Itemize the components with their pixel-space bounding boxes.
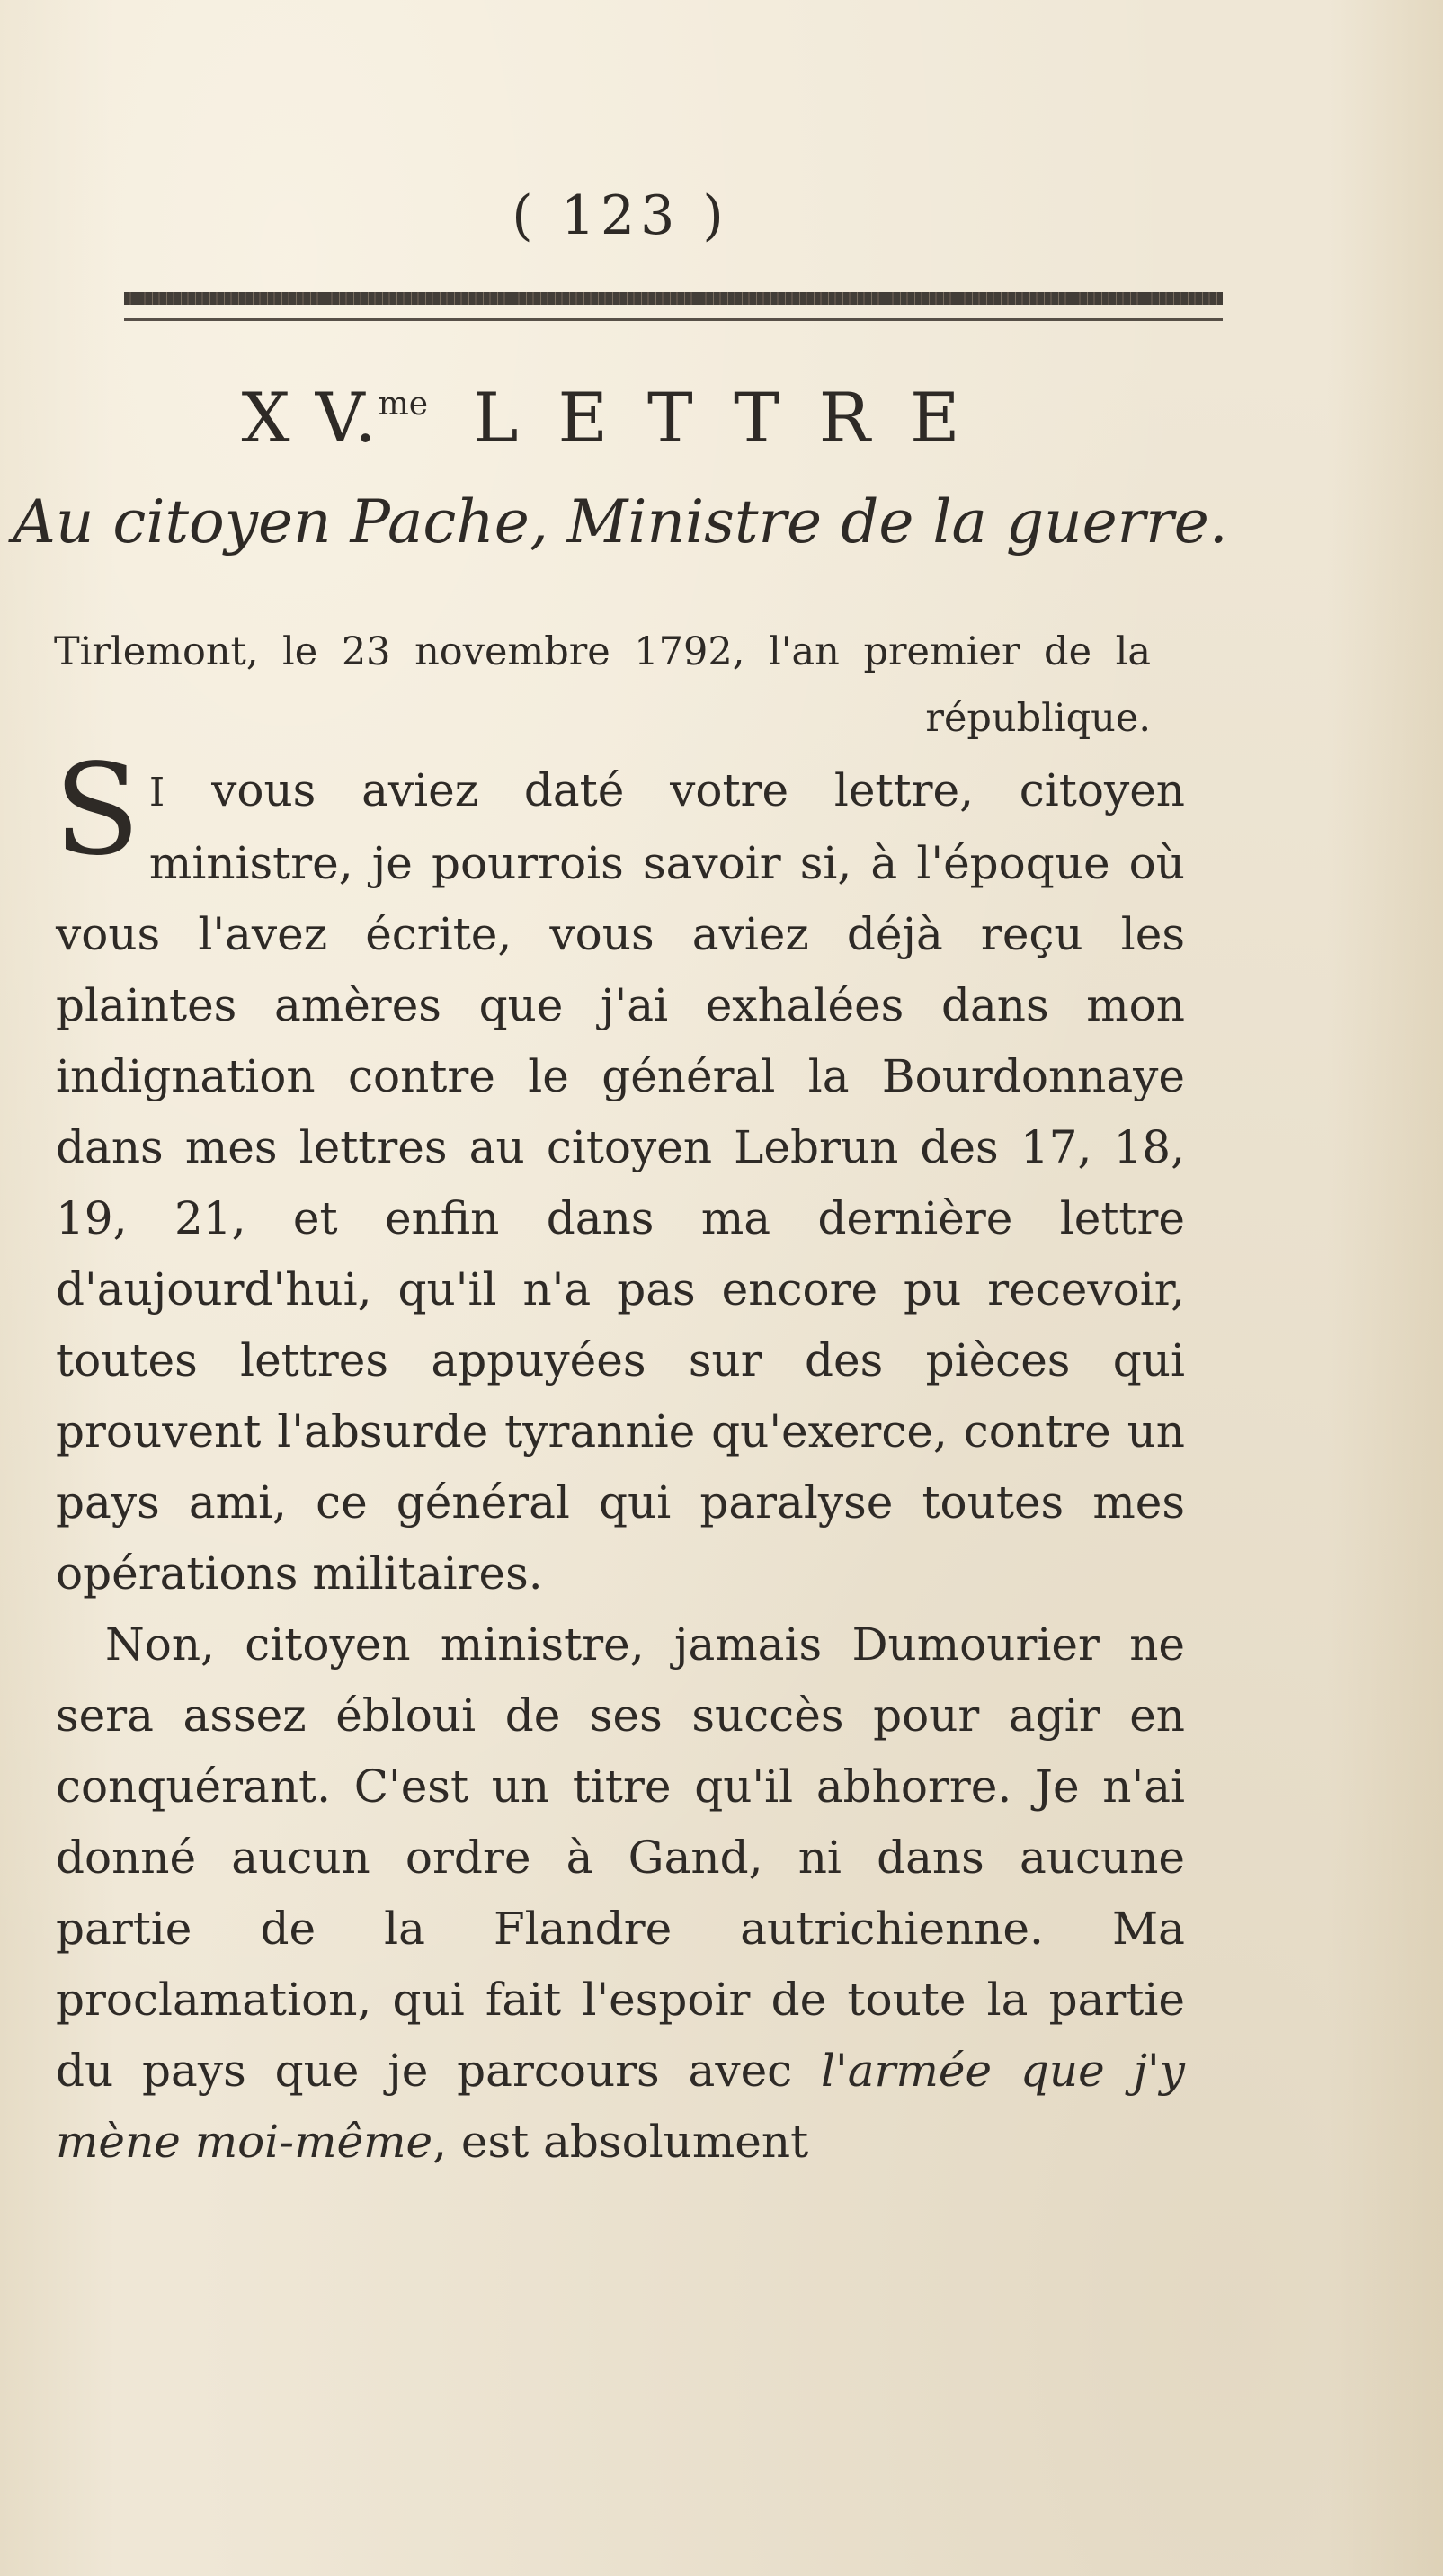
drop-cap: S xyxy=(54,737,140,884)
paragraph-second-tail: , est absolument xyxy=(432,2116,809,2168)
letter-body xyxy=(54,737,1185,2178)
letter-word: LETTRE xyxy=(473,378,1000,458)
paragraph-first-text: vous aviez daté votre lettre, citoyen ministre, je pourrois savoir si, à l'époque où vous l'avez écrite, vous aviez déjà reçu les plaintes amères que j'ai exhalées dans mon indignation contre le général la Bourdonnaye dans mes lettres au citoyen Lebrun des 17, 18, 19, 21, et enfin dans ma dernière lettre d'aujourd'hui, qu'il n'a pas encore pu recevoir, toutes lettres appuyées sur des pièces qui prouvent l'absurde tyrannie qu'exerce, contre un pays ami, ce général qui paralyse toutes mes opérations militaires. xyxy=(56,764,1185,1600)
paragraph-second xyxy=(56,1609,1185,2178)
letter-heading xyxy=(0,378,1241,458)
paragraph-second-italic: l'armée que j'y mène moi-même xyxy=(56,2045,1185,2168)
paragraph-first xyxy=(54,737,1185,1609)
thin-rule xyxy=(124,318,1223,321)
paragraph-second-text: Non, citoyen ministre, jamais Dumourier ne sera assez ébloui de ses succès pour agir en conquérant. C'est un titre qu'il abhorre. Je n'ai donné aucun ordre à Gand, ni dans aucune partie de la Flandre autrichienne. Ma proclamation, qui fait l'espoir de toute la partie du pays que je parcours avec xyxy=(56,1618,1185,2097)
ornamental-rule xyxy=(124,292,1223,305)
letter-number-suffix: me xyxy=(378,386,429,423)
letter-number: X V. xyxy=(241,378,379,458)
lead-letter: I xyxy=(148,770,166,816)
recipient-line: Au citoyen Pache, Ministre de la guerre. xyxy=(13,487,1228,557)
dateline: Tirlemont, le 23 novembre 1792, l'an premier de la république. xyxy=(54,629,1151,741)
page-number: ( 123 ) xyxy=(512,184,729,247)
